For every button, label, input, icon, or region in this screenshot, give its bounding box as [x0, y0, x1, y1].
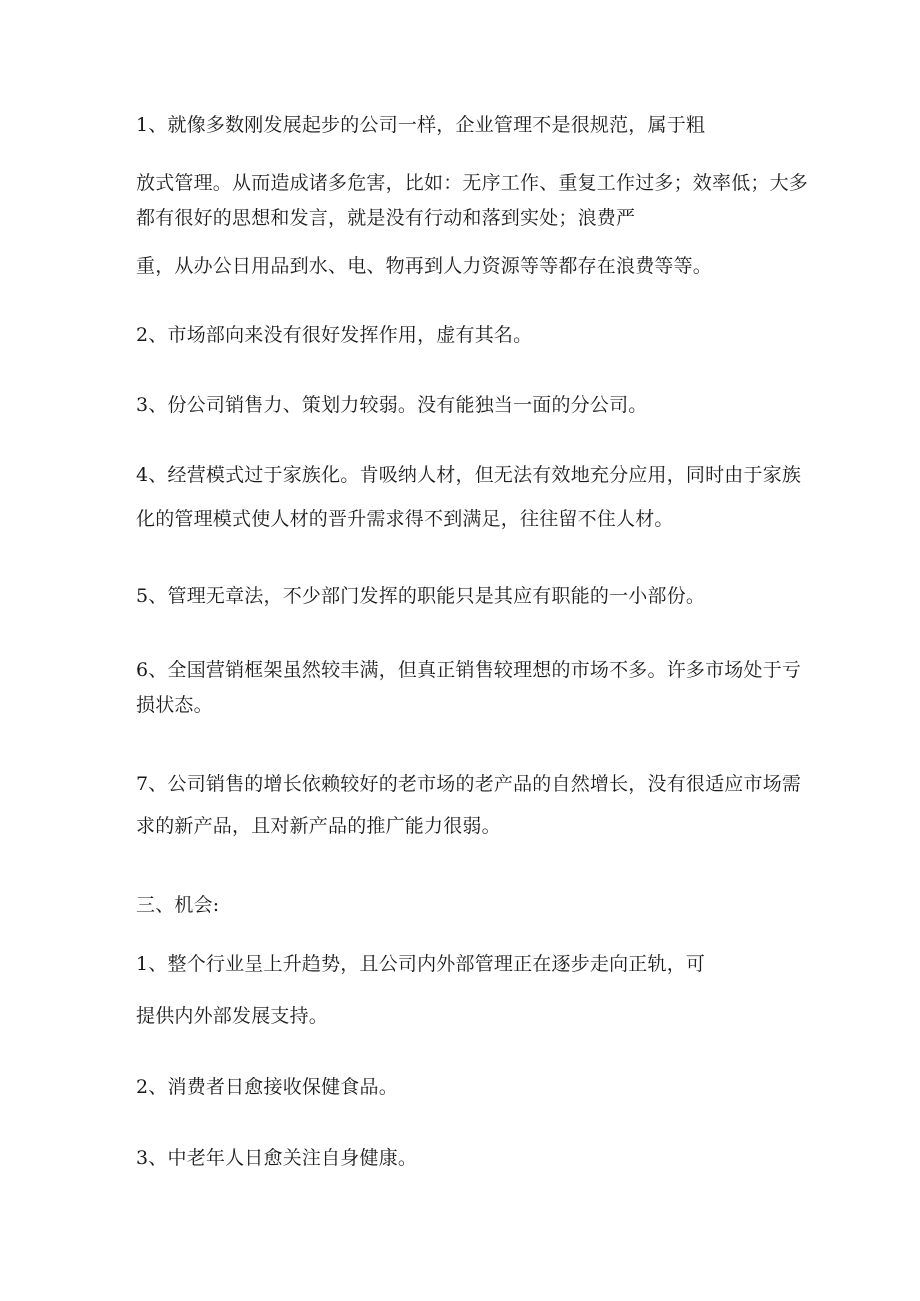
- weakness-6-line-1: 6、全国营销框架虽然较丰满，但真正销售较理想的市场不多。许多市场处于亏: [136, 659, 802, 681]
- opportunity-1-line-1: 1、整个行业呈上升趋势，且公司内外部管理正在逐步走向正轨，可: [136, 953, 706, 975]
- section-heading-opportunities: 三、机会:: [136, 894, 220, 916]
- weakness-4-line-2: 化的管理模式使人材的晋升需求得不到满足，往往留不住人材。: [136, 508, 674, 530]
- weakness-3-line-1: 3、份公司销售力、策划力较弱。没有能独当一面的分公司。: [136, 394, 648, 416]
- weakness-1-line-2: 放式管理。从而造成诸多危害，比如：无序工作、重复工作过多；效率低；大多: [136, 172, 809, 194]
- opportunity-2-line-1: 2、消费者日愈接收保健食品。: [136, 1076, 398, 1098]
- weakness-1-line-3: 都有很好的思想和发言，就是没有行动和落到实处；浪费严: [136, 207, 636, 229]
- weakness-7-line-1: 7、公司销售的增长依赖较好的老市场的老产品的自然增长，没有很适应市场需: [136, 773, 802, 795]
- weakness-6-line-2: 损状态。: [136, 694, 213, 716]
- weakness-4-line-1: 4、经营模式过于家族化。肯吸纳人材，但无法有效地充分应用，同时由于家族: [136, 464, 802, 486]
- weakness-1-line-1: 1、就像多数刚发展起步的公司一样，企业管理不是很规范，属于粗: [136, 114, 706, 136]
- opportunity-3-line-1: 3、中老年人日愈关注自身健康。: [136, 1147, 418, 1169]
- weakness-1-line-4: 重，从办公日用品到水、电、物再到人力资源等等都存在浪费等等。: [136, 255, 713, 277]
- weakness-2-line-1: 2、市场部向来没有很好发挥作用，虚有其名。: [136, 324, 533, 346]
- weakness-7-line-2: 求的新产品，且对新产品的推广能力很弱。: [136, 815, 501, 837]
- weakness-5-line-1: 5、管理无章法，不少部门发挥的职能只是其应有职能的一小部份。: [136, 585, 706, 607]
- opportunity-1-line-2: 提供内外部发展支持。: [136, 1005, 329, 1027]
